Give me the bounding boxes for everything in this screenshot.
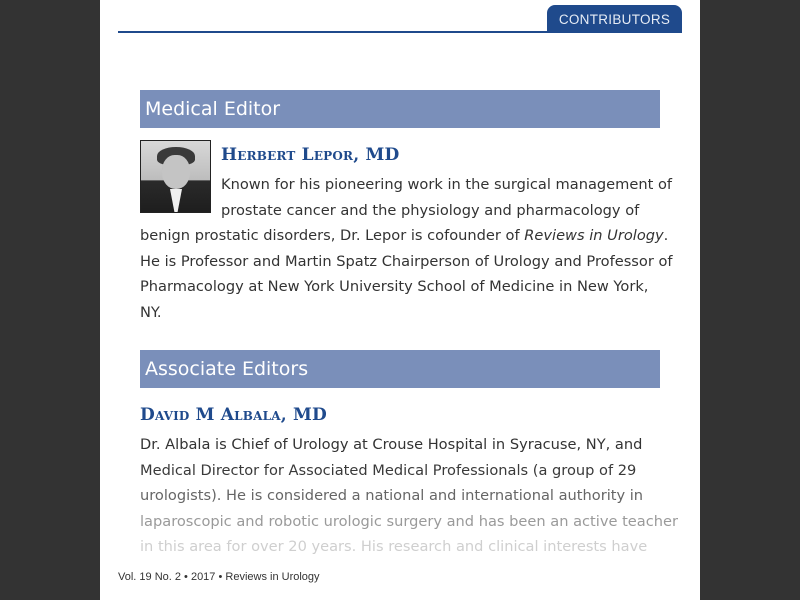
- editor-bio: [140, 172, 673, 325]
- bio-line: NY.: [140, 303, 162, 321]
- bio-line: Pharmacology at New York University School of Medicine in New York,: [140, 278, 649, 295]
- contributors-tab[interactable]: CONTRIBUTORS: [547, 5, 682, 33]
- journal-title: Reviews in Urology: [524, 227, 664, 244]
- bio-line: [140, 223, 669, 249]
- bio-text: benign prostatic disorders, Dr. Lepor is cofounder of: [140, 227, 525, 244]
- bio-line: prostate cancer and the physiology and pharmacology of: [221, 201, 640, 219]
- associate-editor-bio: [140, 432, 678, 560]
- bio-line: Dr. Albala is Chief of Urology at Crouse Hospital in Syracuse, NY, and: [140, 436, 643, 453]
- editor-name: Herbert Lepor, MD: [221, 145, 400, 165]
- page-footer: Vol. 19 No. 2 • 2017 • Reviews in Urology: [118, 571, 320, 583]
- bio-line: laparoscopic and robotic urologic surgery and has been an active teacher: [140, 512, 678, 530]
- bio-line: urologists). He is considered a national and international authority in: [140, 487, 644, 504]
- journal-page: [100, 0, 700, 600]
- section-header-medical-editor: Medical Editor: [140, 90, 660, 128]
- associate-editor-name: David M Albala, MD: [140, 405, 327, 425]
- section-header-associate-editors: Associate Editors: [140, 350, 660, 388]
- bio-line: in this area for over 20 years. His research and clinical interests have: [140, 538, 648, 555]
- bio-line: He is Professor and Martin Spatz Chairperson of Urology and Professor of: [140, 252, 673, 270]
- bio-line: Medical Director for Associated Medical Professionals (a group of 29: [140, 461, 637, 479]
- bio-punct: .: [663, 227, 669, 244]
- bio-line: Known for his pioneering work in the surgical management of: [221, 176, 673, 193]
